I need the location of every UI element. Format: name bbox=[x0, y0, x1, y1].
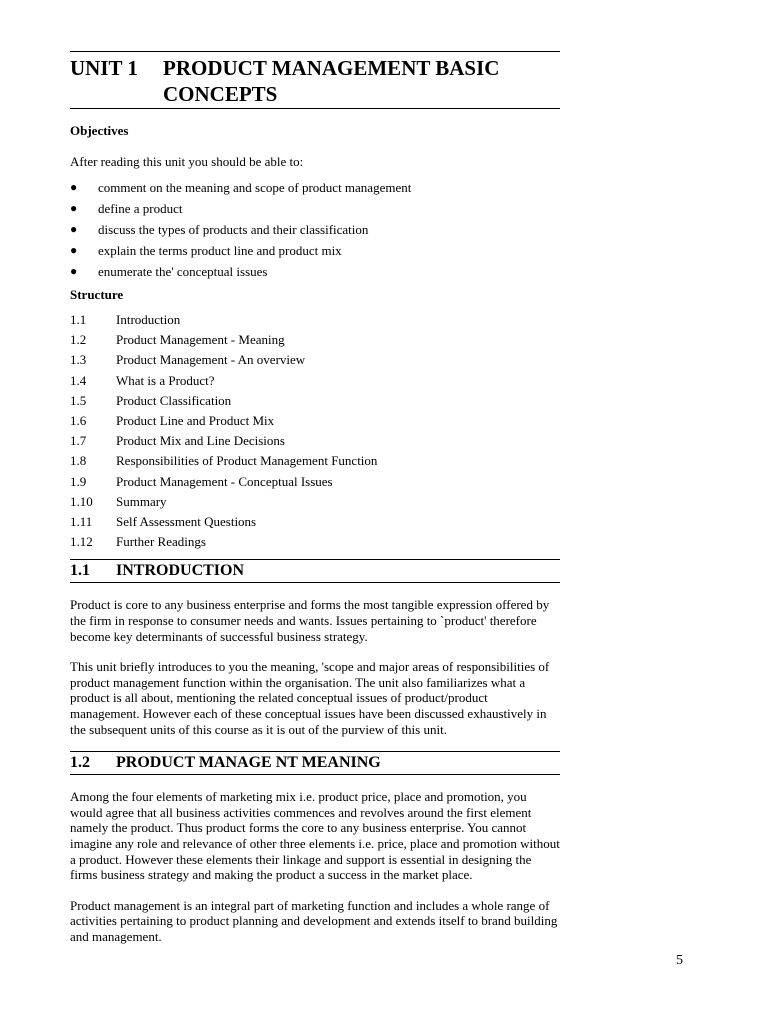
body-paragraph: Product is core to any business enterprise and forms the most tangible expression offered by the firm in response to consumer needs and wants. Issues pertaining to `product' therefore become key determinants of successful business strategy. bbox=[70, 597, 550, 644]
list-item: 1.12 Further Readings bbox=[70, 534, 206, 550]
objectives-list bbox=[70, 177, 560, 282]
body-paragraph: Product management is an integral part of marketing function and includes a whole range of activities pertaining to product planning and development and extends itself to brand building and management. bbox=[70, 897, 558, 944]
list-item: ● enumerate the' conceptual issues bbox=[70, 261, 560, 282]
list-item: 1.1 Introduction bbox=[70, 312, 181, 327]
list-item: 1.8 Responsibilities of Product Management Function bbox=[70, 453, 378, 469]
bullet-icon: ● bbox=[70, 201, 78, 215]
list-item: ● discuss the types of products and their classification bbox=[70, 219, 560, 240]
structure-heading: Structure bbox=[70, 287, 124, 302]
bullet-icon: ● bbox=[70, 264, 78, 278]
list-item: 1.3 Product Management - An overview bbox=[70, 352, 306, 368]
list-item: ● explain the terms product line and product mix bbox=[70, 240, 560, 261]
bullet-icon: ● bbox=[70, 180, 78, 194]
list-item: ● comment on the meaning and scope of product management bbox=[70, 177, 560, 198]
objectives-intro: After reading this unit you should be able to: bbox=[70, 154, 304, 169]
list-item: 1.5 Product Classification bbox=[70, 392, 232, 408]
list-item: 1.2 Product Management - Meaning bbox=[70, 332, 285, 348]
list-item: 1.4 What is a Product? bbox=[70, 372, 215, 388]
bullet-icon: ● bbox=[70, 243, 78, 257]
section-heading-meaning: 1.2 PRODUCT MANAGE NT MEANING bbox=[70, 751, 560, 775]
unit-header bbox=[70, 51, 560, 109]
unit-title: PRODUCT MANAGEMENT BASIC CONCEPTS bbox=[163, 56, 500, 106]
body-paragraph: This unit briefly introduces to you the meaning, 'scope and major areas of responsibilities of product management function within the organisation. The unit also familiarizes what a product is all about, mentioning the related conceptual issues of product/product management. However each of these conceptual issues have been discussed exhaustively in the subsequent units of this course as it is out of the purview of this unit. bbox=[70, 659, 550, 737]
page-number: 5 bbox=[676, 953, 683, 968]
list-item: 1.9 Product Management - Conceptual Issues bbox=[70, 473, 333, 489]
unit-number: UNIT 1 bbox=[70, 56, 138, 80]
document-page bbox=[70, 51, 560, 945]
body-paragraph: Among the four elements of marketing mix i.e. product price, place and promotion, you would agree that all business activities commences and revolves around the first element namely the product. Thus product forms the core to any business enterprise. You cannot imagine any role and relevance of other three elements i.e. price, place and promotion without a product. However these elements their linkage and support is essential in designing the firms business strategy and making the product a success in the market place. bbox=[70, 789, 560, 883]
list-item: 1.7 Product Mix and Line Decisions bbox=[70, 433, 285, 449]
bullet-icon: ● bbox=[70, 222, 78, 236]
list-item: 1.10 Summary bbox=[70, 493, 167, 509]
structure-list bbox=[70, 310, 560, 552]
section-heading-introduction: 1.1 INTRODUCTION bbox=[70, 559, 560, 583]
objectives-heading: Objectives bbox=[70, 123, 129, 138]
list-item: 1.6 Product Line and Product Mix bbox=[70, 413, 275, 429]
list-item: ● define a product bbox=[70, 198, 560, 219]
list-item: 1.11 Self Assessment Questions bbox=[70, 514, 257, 530]
